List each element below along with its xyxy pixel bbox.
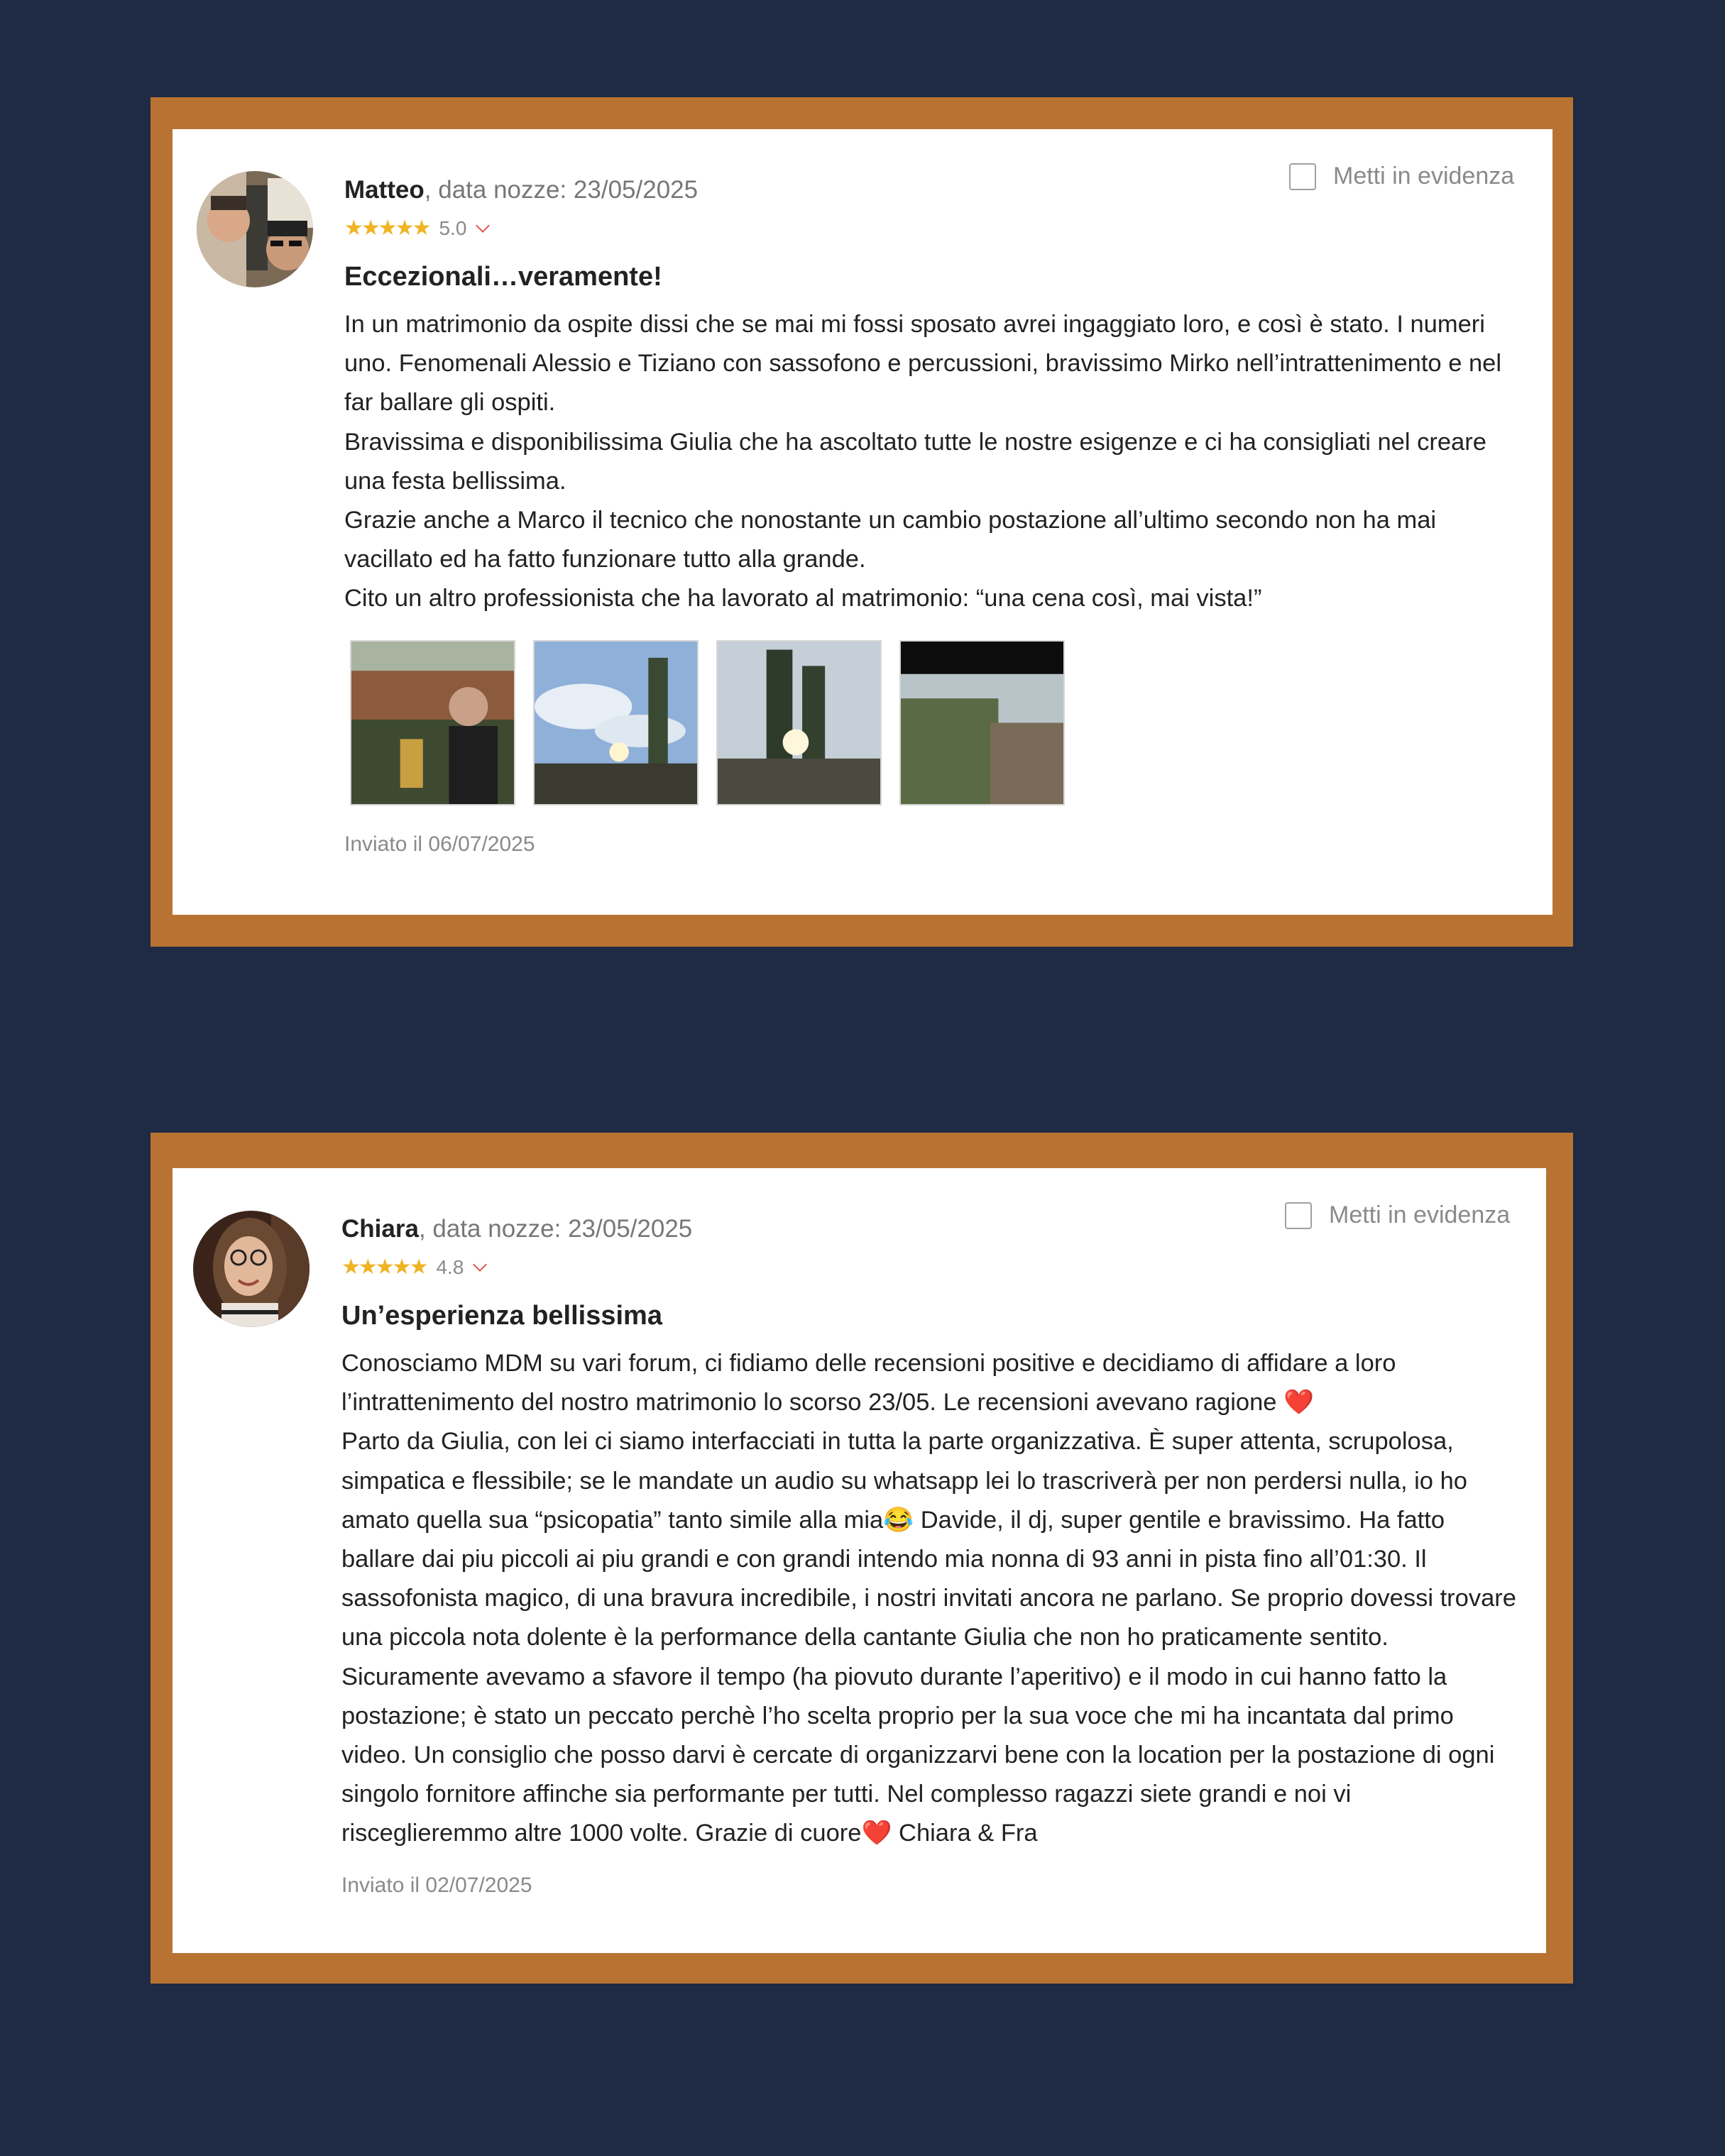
review-card xyxy=(172,1168,1546,1953)
chevron-down-icon[interactable] xyxy=(476,219,491,233)
star-icon: ★★★★★ xyxy=(341,1255,427,1279)
author-line xyxy=(341,1212,1518,1246)
author-name: Chiara xyxy=(341,1215,419,1243)
feature-label: Metti in evidenza xyxy=(1329,1201,1511,1228)
wedding-date: , data nozze: 23/05/2025 xyxy=(424,176,699,204)
rating-value: 5.0 xyxy=(439,217,467,239)
review-card xyxy=(172,129,1552,915)
photo-thumbnail[interactable] xyxy=(899,640,1065,805)
review-body xyxy=(341,1344,1518,1854)
avatar xyxy=(197,171,313,287)
author-name: Matteo xyxy=(344,176,425,204)
avatar xyxy=(193,1211,310,1327)
rating[interactable] xyxy=(344,216,1524,241)
rating[interactable] xyxy=(341,1255,1518,1280)
review-frame xyxy=(150,1133,1573,1984)
review-paragraph: Conosciamo MDM su vari forum, ci fidiamo delle recensioni positive e decidiamo di affidare a loro l’intrattenimento del nostro matrimonio lo scorso 23/05. Le recensioni avevano ragione ❤️ xyxy=(341,1350,1396,1417)
author-line xyxy=(344,173,1524,207)
sent-date: Inviato il 06/07/2025 xyxy=(344,832,535,856)
review-paragraph: Grazie anche a Marco il tecnico che nonostante un cambio postazione all’ultimo secondo non ha mai vacillato ed ha fatto funzionare tutto alla grande. xyxy=(344,507,1437,573)
review-frame xyxy=(150,97,1573,947)
star-icon: ★★★★★ xyxy=(344,216,429,240)
review-paragraph: Parto da Giulia, con lei ci siamo interfacciati in tutta la parte organizzativa. È super attenta, scrupolosa, simpatica e flessibile; se le mandate un audio su whatsapp lei lo trascriverà per non perdersi nulla, io ho amato quella sua “psicopatia” tanto simile alla mia😂 Davide, il dj, super gentile e bravissimo. Ha fatto ballare dai piu piccoli ai piu grandi e con grandi intendo mia nonna di 93 anni in pista fino all’01:30. Il sassofonista magico, di una bravura incredibile, i nostri invitati ancora ne parlano. Se proprio dovessi trovare una piccola nota dolente è la performance della cantante Giulia che non ho praticamente sentito. Sicuramente avevamo a sfavore il tempo (ha piovuto durante l’aperitivo) e il modo in cui hanno fatto la postazione; è stato un peccato perchè l’ho scelta proprio per la sua voce che mi ha incantata dal primo video. Un consiglio che posso darvi è cercate di organizzarvi bene con la location per la postazione di ogni singolo fornitore affinche sia performante per tutti. Nel complesso ragazzi siete grandi e noi vi risceglieremmo altre 1000 volte. Grazie di cuore❤️ Chiara & Fra xyxy=(341,1428,1516,1847)
review-title: Un’esperienza bellissima xyxy=(341,1301,662,1331)
photo-thumbnail[interactable] xyxy=(533,640,699,805)
chevron-down-icon[interactable] xyxy=(473,1258,488,1272)
wedding-date: , data nozze: 23/05/2025 xyxy=(418,1215,693,1243)
review-body xyxy=(344,305,1524,619)
review-paragraph: In un matrimonio da ospite dissi che se mai mi fossi sposato avrei ingaggiato loro, e così è stato. I numeri uno. Fenomenali Alessio e Tiziano con sassofono e percussioni, bravissimo Mirko nell’intrattenimento e nel far ballare gli ospiti. xyxy=(344,311,1502,417)
photo-thumbnail[interactable] xyxy=(716,640,882,805)
sent-date: Inviato il 02/07/2025 xyxy=(341,1873,532,1897)
review-content xyxy=(341,1212,1518,1898)
review-content xyxy=(344,173,1524,857)
review-paragraph: Bravissima e disponibilissima Giulia che ha ascoltato tutte le nostre esigenze e ci ha consigliati nel creare una festa bellissima. xyxy=(344,428,1486,495)
rating-value: 4.8 xyxy=(436,1256,464,1278)
photo-thumbnail[interactable] xyxy=(350,640,515,805)
photo-gallery xyxy=(350,640,1524,805)
review-paragraph: Cito un altro professionista che ha lavorato al matrimonio: “una cena così, mai vista!” xyxy=(344,585,1262,612)
feature-label: Metti in evidenza xyxy=(1333,163,1515,189)
review-title: Eccezionali…veramente! xyxy=(344,262,662,292)
